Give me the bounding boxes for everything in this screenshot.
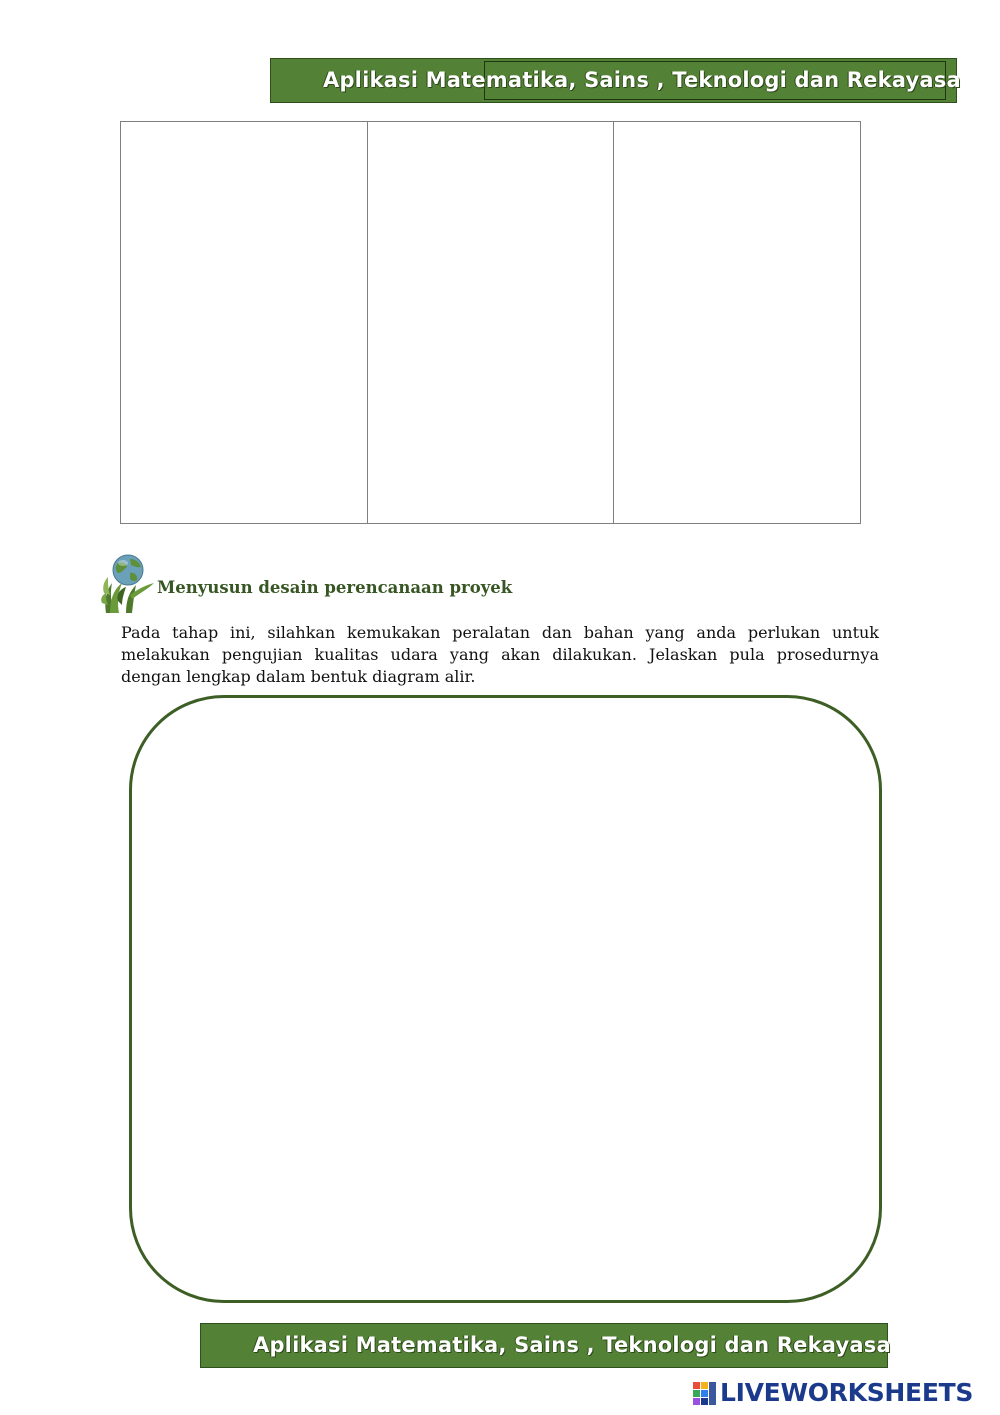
footer-banner: [200, 1323, 891, 1368]
table-row: [121, 122, 861, 524]
flowchart-answer-box[interactable]: [129, 695, 882, 1303]
header-banner-title: Aplikasi Matematika, Sains , Teknologi dan Rekayasa: [323, 68, 961, 92]
footer-banner-title: Aplikasi Matematika, Sains , Teknologi dan Rekayasa: [253, 1333, 891, 1357]
section-heading: Menyusun desain perencanaan proyek: [157, 578, 513, 597]
instructions-paragraph: Pada tahap ini, silahkan kemukakan peralatan dan bahan yang anda perlukan untuk melakukan pengujian kualitas udara yang akan dilakukan. Jelaskan pula prosedurnya dengan lengkap dalam bentuk diagram alir.: [121, 623, 879, 686]
liveworksheets-logo-icon: [692, 1380, 718, 1406]
table-cell-3[interactable]: [614, 122, 861, 524]
table-cell-1[interactable]: [121, 122, 368, 524]
header-banner: [270, 58, 961, 103]
globe-plant-icon: [100, 553, 156, 615]
response-table: [120, 121, 861, 524]
liveworksheets-logo-text: LIVEWORKSHEETS: [720, 1378, 974, 1407]
table-cell-2[interactable]: [367, 122, 614, 524]
liveworksheets-logo: [692, 1378, 973, 1408]
